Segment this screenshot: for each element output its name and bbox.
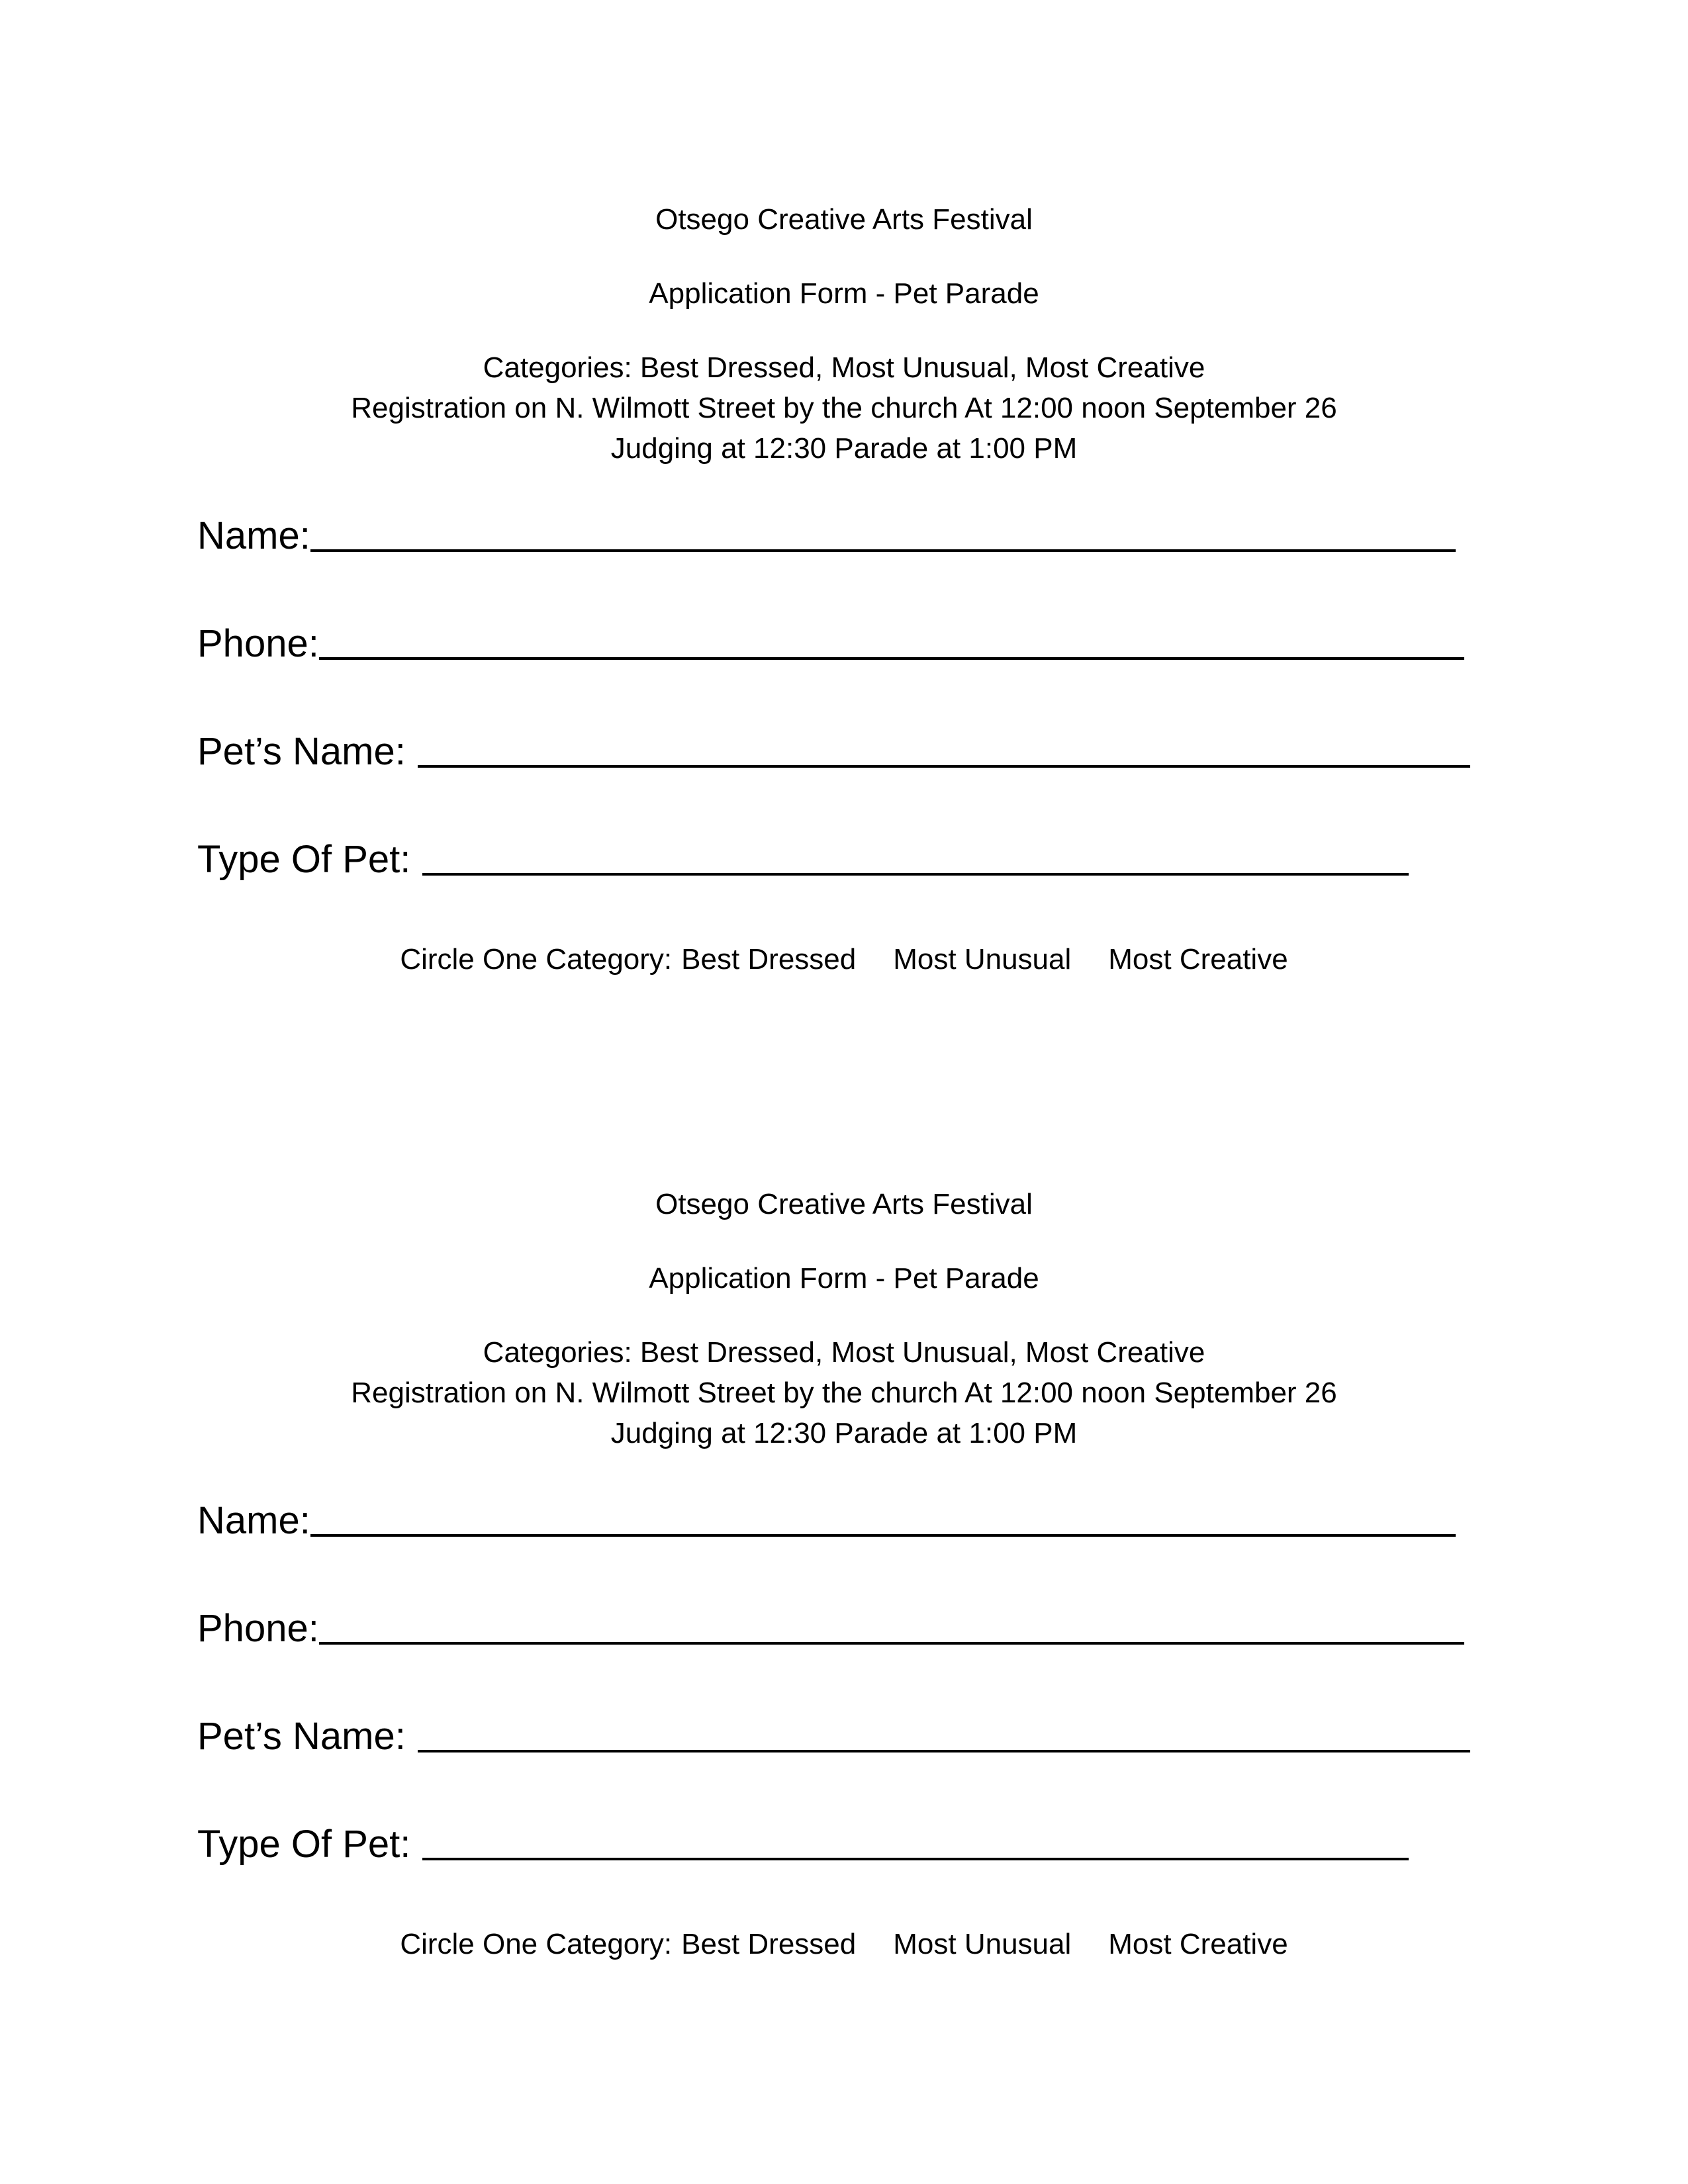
categories-info: Categories: Best Dressed, Most Unusual, Most Creative bbox=[483, 1336, 1205, 1369]
name-label: Name: bbox=[197, 514, 310, 557]
category-option-most-creative[interactable]: Most Creative bbox=[1108, 1928, 1288, 1960]
categories-info: Categories: Best Dressed, Most Unusual, Most Creative bbox=[483, 351, 1205, 384]
pet-type-blank-line[interactable] bbox=[422, 1818, 1409, 1860]
pet-name-label: Pet’s Name: bbox=[197, 1715, 406, 1758]
application-form-2 bbox=[0, 985, 1688, 1978]
circle-category-label: Circle One Category: bbox=[400, 943, 673, 976]
name-field bbox=[197, 1494, 1456, 1547]
name-field bbox=[197, 510, 1456, 563]
pet-name-blank-line[interactable] bbox=[418, 1710, 1470, 1752]
pet-name-blank-line[interactable] bbox=[418, 725, 1470, 768]
circle-category-row bbox=[0, 940, 1688, 979]
phone-field bbox=[197, 617, 1464, 670]
circle-category-row bbox=[0, 1925, 1688, 1964]
phone-label: Phone: bbox=[197, 622, 319, 665]
category-option-most-unusual[interactable]: Most Unusual bbox=[893, 1928, 1072, 1960]
pet-type-blank-line[interactable] bbox=[422, 833, 1409, 876]
pet-type-label: Type Of Pet: bbox=[197, 1823, 411, 1866]
form-title: Otsego Creative Arts Festival bbox=[655, 1188, 1033, 1220]
phone-field bbox=[197, 1602, 1464, 1655]
phone-blank-line[interactable] bbox=[319, 1602, 1464, 1645]
pet-name-field bbox=[197, 725, 1470, 778]
pet-name-label: Pet’s Name: bbox=[197, 730, 406, 773]
category-option-most-creative[interactable]: Most Creative bbox=[1108, 943, 1288, 976]
phone-label: Phone: bbox=[197, 1607, 319, 1650]
pet-name-field bbox=[197, 1710, 1470, 1763]
category-option-best-dressed[interactable]: Best Dressed bbox=[681, 1928, 857, 1960]
registration-info: Registration on N. Wilmott Street by the church At 12:00 noon September 26 bbox=[351, 1377, 1337, 1409]
name-blank-line[interactable] bbox=[310, 1494, 1456, 1537]
name-label: Name: bbox=[197, 1499, 310, 1542]
pet-type-field bbox=[197, 1818, 1409, 1871]
category-option-most-unusual[interactable]: Most Unusual bbox=[893, 943, 1072, 976]
name-blank-line[interactable] bbox=[310, 510, 1456, 552]
circle-category-label: Circle One Category: bbox=[400, 1928, 673, 1960]
form-subtitle: Application Form - Pet Parade bbox=[649, 277, 1039, 310]
form-subtitle: Application Form - Pet Parade bbox=[649, 1262, 1039, 1295]
pet-type-label: Type Of Pet: bbox=[197, 838, 411, 881]
judging-info: Judging at 12:30 Parade at 1:00 PM bbox=[610, 432, 1078, 465]
pet-type-field bbox=[197, 833, 1409, 886]
category-option-best-dressed[interactable]: Best Dressed bbox=[681, 943, 857, 976]
judging-info: Judging at 12:30 Parade at 1:00 PM bbox=[610, 1417, 1078, 1449]
phone-blank-line[interactable] bbox=[319, 617, 1464, 660]
registration-info: Registration on N. Wilmott Street by the church At 12:00 noon September 26 bbox=[351, 392, 1337, 424]
form-title: Otsego Creative Arts Festival bbox=[655, 203, 1033, 236]
application-form-1 bbox=[0, 0, 1688, 993]
